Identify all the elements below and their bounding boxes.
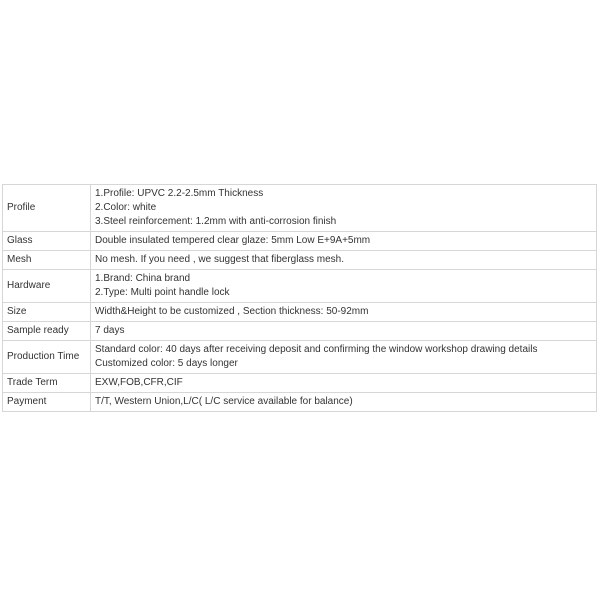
table-row-glass xyxy=(3,232,597,251)
value-line: Double insulated tempered clear glaze: 5mm Low E+9A+5mm xyxy=(95,235,371,246)
value-line: Customized color: 5 days longer xyxy=(95,358,238,369)
value-line: Standard color: 40 days after receiving deposit and confirming the window workshop drawing details xyxy=(95,344,538,355)
value-line: 1.Profile: UPVC 2.2-2.5mm Thickness xyxy=(95,188,264,199)
row-value xyxy=(91,251,597,270)
spec-table xyxy=(2,184,597,412)
row-value xyxy=(91,374,597,393)
row-label: Production Time xyxy=(3,341,91,374)
table-row-mesh xyxy=(3,251,597,270)
row-value xyxy=(91,322,597,341)
table-row-size xyxy=(3,303,597,322)
row-value xyxy=(91,393,597,412)
value-line: 7 days xyxy=(95,325,125,336)
table-row-hardware xyxy=(3,270,597,303)
row-label: Size xyxy=(3,303,91,322)
row-label: Hardware xyxy=(3,270,91,303)
value-line: Width&Height to be customized , Section thickness: 50-92mm xyxy=(95,306,369,317)
value-line: 2.Color: white xyxy=(95,202,157,213)
row-value xyxy=(91,303,597,322)
value-line: 2.Type: Multi point handle lock xyxy=(95,287,230,298)
row-label: Profile xyxy=(3,185,91,232)
table-row-production-time xyxy=(3,341,597,374)
row-label: Mesh xyxy=(3,251,91,270)
row-label: Glass xyxy=(3,232,91,251)
row-value xyxy=(91,341,597,374)
table-row-profile xyxy=(3,185,597,232)
spec-table-body xyxy=(3,185,597,412)
table-row-payment xyxy=(3,393,597,412)
table-row-trade-term xyxy=(3,374,597,393)
row-value xyxy=(91,270,597,303)
value-line: T/T, Western Union,L/C( L/C service available for balance) xyxy=(95,396,353,407)
row-label: Trade Term xyxy=(3,374,91,393)
row-label: Payment xyxy=(3,393,91,412)
row-value xyxy=(91,185,597,232)
value-line: No mesh. If you need , we suggest that fiberglass mesh. xyxy=(95,254,345,265)
value-line: 1.Brand: China brand xyxy=(95,273,191,284)
row-value xyxy=(91,232,597,251)
row-label: Sample ready xyxy=(3,322,91,341)
value-line: EXW,FOB,CFR,CIF xyxy=(95,377,183,388)
table-row-sample-ready xyxy=(3,322,597,341)
value-line: 3.Steel reinforcement: 1.2mm with anti-corrosion finish xyxy=(95,216,337,227)
